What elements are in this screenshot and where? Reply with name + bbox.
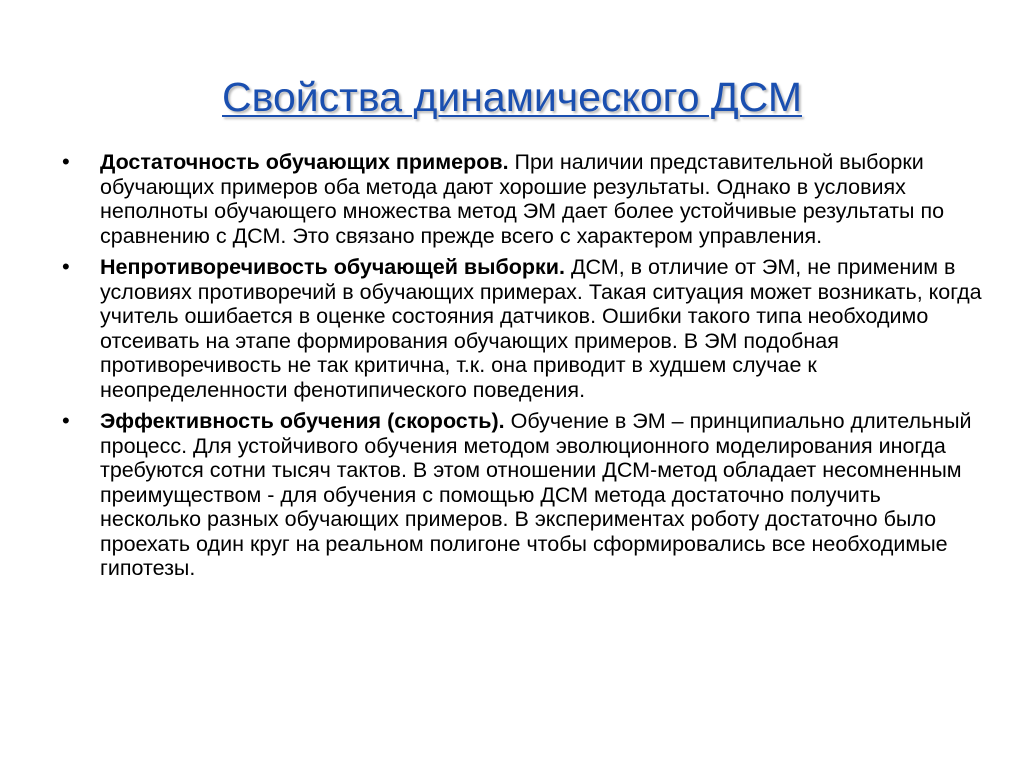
bullet-icon: •	[62, 408, 70, 433]
slide-title[interactable]: Свойства динамического ДСМ	[222, 74, 802, 120]
bullet-text: Обучение в ЭМ – принципиально длительный процесс. Для устойчивого обучения методом эволюционного моделирования иногда требуются сотни тысяч тактов. В этом отношении ДСМ-метод обладает несомненным преимуществом - для обучения с помощью ДСМ метода достаточно получить несколько разных обучающих примеров. В экспериментах роботу достаточно было проехать один круг на реальном полигоне чтобы сформировались все необходимые гипотезы.	[100, 409, 972, 580]
bullet-icon: •	[62, 149, 70, 174]
bullet-item-sufficiency	[62, 150, 982, 248]
bullet-text: ДСМ, в отличие от ЭМ, не применим в условиях противоречий в обучающих примерах. Такая ситуация может возникать, когда учитель ошибается в оценке состояния датчиков. Ошибки такого типа необходимо отсеивать на этапе формирования обучающих примеров. В ЭМ подобная противоречивость не так критична, т.к. она приводит в худшем случае к неопределенности фенотипического поведения.	[100, 255, 982, 402]
bullet-list	[62, 150, 982, 588]
bullet-item-consistency	[62, 255, 982, 402]
bullet-heading: Эффективность обучения (скорость).	[100, 409, 505, 433]
bullet-item-efficiency	[62, 409, 982, 581]
bullet-heading: Непротиворечивость обучающей выборки.	[100, 255, 565, 279]
bullet-icon: •	[62, 254, 70, 279]
bullet-text: При наличии представительной выборки обучающих примеров оба метода дают хорошие результаты. Однако в условиях неполноты обучающего множества метод ЭМ дает более устойчивые результаты по сравнению с ДСМ. Это связано прежде всего с характером управления.	[100, 150, 945, 248]
bullet-heading: Достаточность обучающих примеров.	[100, 150, 509, 174]
